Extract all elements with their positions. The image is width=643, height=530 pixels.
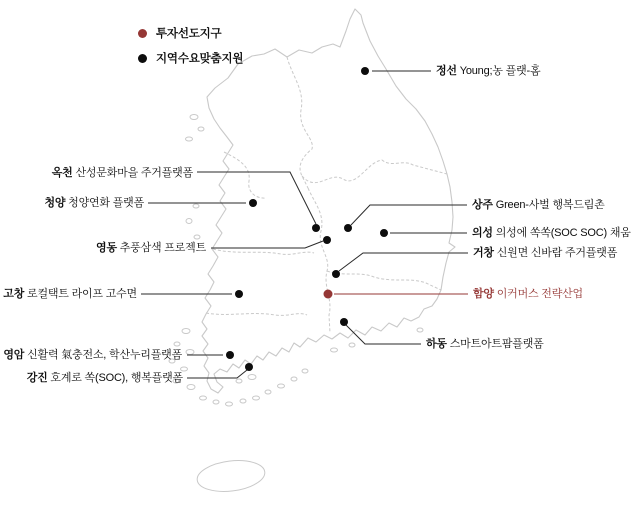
marker-dot-yeongdong <box>323 236 331 244</box>
marker-dot-sangju <box>344 224 352 232</box>
map-label-jeongseon: 정선 Young;농 플랫-홈 <box>436 65 541 77</box>
map-label-okcheon: 옥천 산성문화마을 주거플랫폼 <box>51 167 193 179</box>
legend-item-regional-demand-support <box>138 51 243 65</box>
red-dot-icon <box>138 29 147 38</box>
marker-dot-jeongseon <box>361 67 369 75</box>
marker-dot-hamyang <box>324 290 333 299</box>
marker-dots <box>226 67 388 371</box>
leader-line-yeongdong <box>211 241 323 248</box>
leader-line-sangju <box>351 205 467 225</box>
map-label-geochang: 거창 신원면 신바람 주거플랫폼 <box>473 247 618 259</box>
legend-label: 투자선도지구 <box>156 28 222 40</box>
marker-dot-cheongyang <box>249 199 257 207</box>
map-label-gochang: 고창 로컬택트 라이프 고수면 <box>3 288 137 300</box>
map-label-hamyang: 함양 이커머스 전략산업 <box>473 288 583 300</box>
map-label-sangju: 상주 Green-사벌 행복드림촌 <box>472 199 605 211</box>
korea-coastline <box>202 9 455 393</box>
marker-dot-geochang <box>332 270 340 278</box>
marker-dot-yeongam <box>226 351 234 359</box>
legend-label: 지역수요맞춤지원 <box>156 53 244 65</box>
legend-item-investment-leading-district <box>138 26 221 40</box>
map-label-hadong: 하동 스마트아트팜플랫폼 <box>426 338 544 350</box>
marker-dot-hadong <box>340 318 348 326</box>
black-dot-icon <box>138 54 147 63</box>
map-label-gangjin: 강진 호계로 쏙(SOC), 행복플랫폼 <box>26 372 183 384</box>
map-label-cheongyang: 청양 청양연화 플랫폼 <box>44 197 144 209</box>
map-label-uiseong: 의성 의성에 쏙쏙(SOC SOC) 채움 <box>472 227 631 239</box>
marker-dot-okcheon <box>312 224 320 232</box>
map-label-yeongdong: 영동 추풍삼색 프로젝트 <box>96 242 206 254</box>
marker-dot-uiseong <box>380 229 388 237</box>
map-label-yeongam: 영암 신활력 氣충전소, 학산누리플랫폼 <box>3 349 182 361</box>
marker-dot-gochang <box>235 290 243 298</box>
leader-line-okcheon <box>197 172 316 224</box>
marker-dot-gangjin <box>245 363 253 371</box>
leader-line-geochang <box>339 253 468 271</box>
jeju-island <box>195 457 266 495</box>
